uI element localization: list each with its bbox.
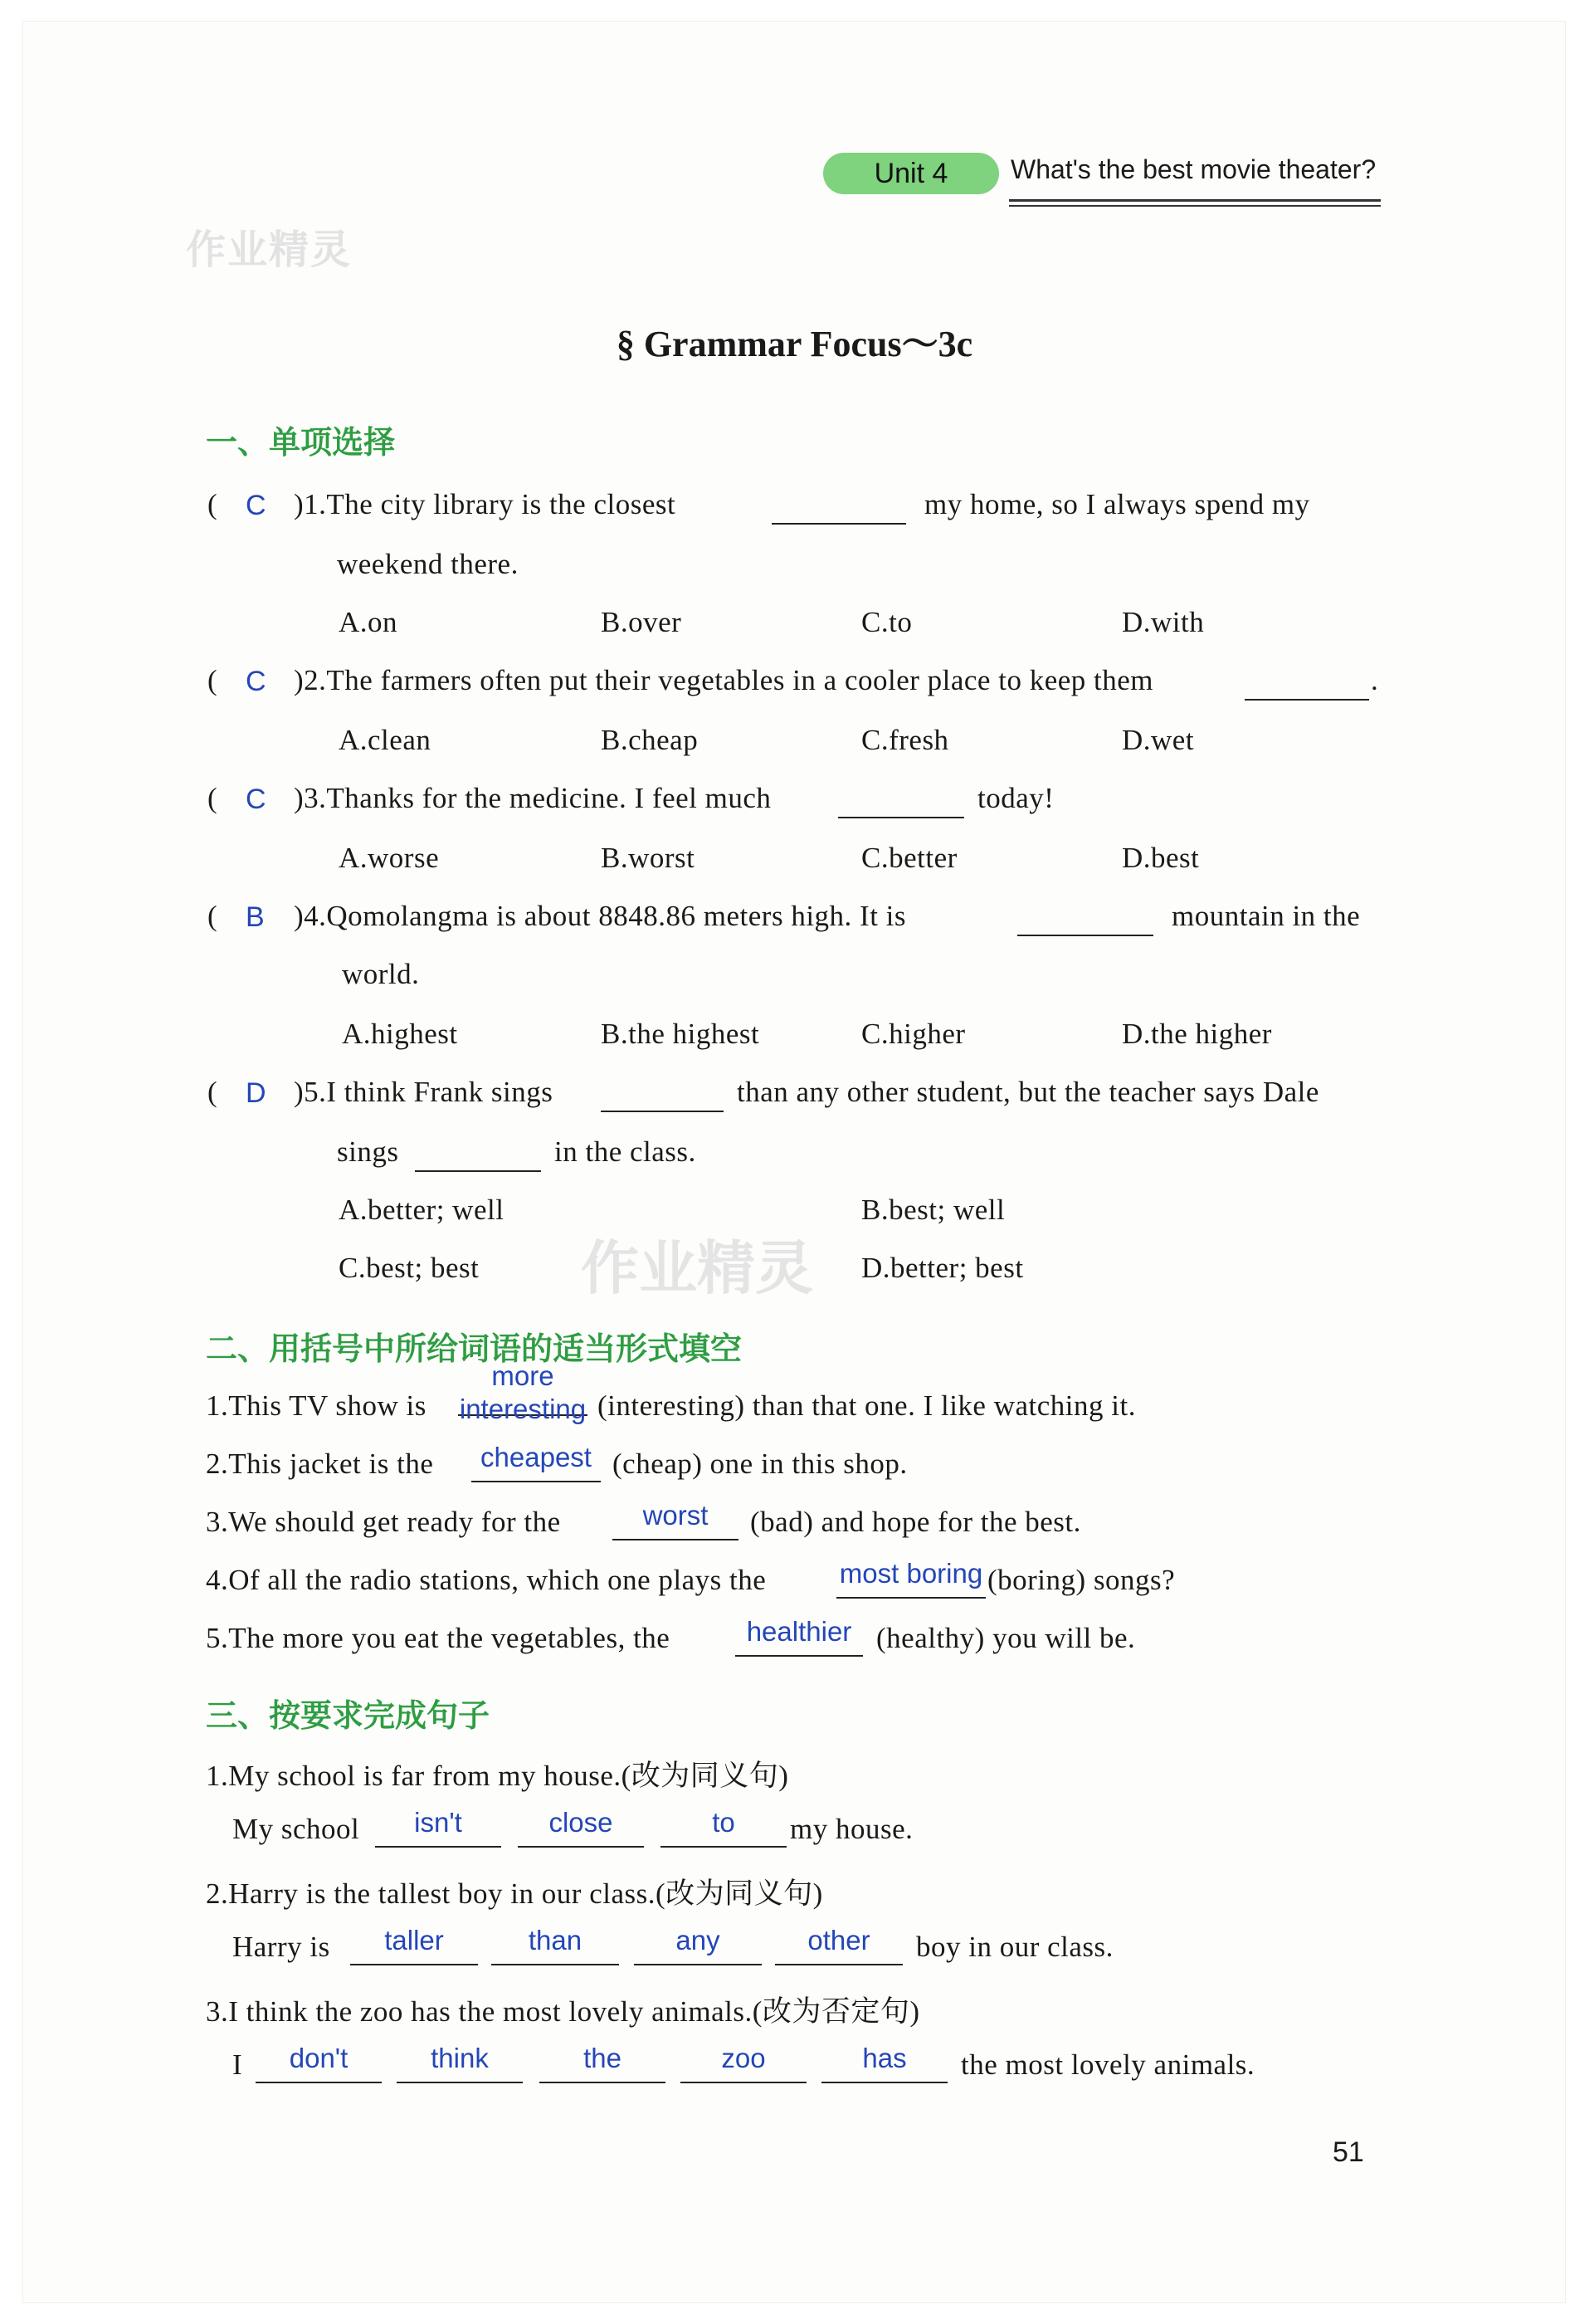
- answer-fill: more interesting: [459, 1360, 587, 1424]
- header-rule-2: [1009, 205, 1381, 207]
- question-text: my house.: [790, 1813, 914, 1845]
- answer-fill: to: [660, 1806, 787, 1848]
- question-text: )1.The city library is the closest: [294, 488, 676, 520]
- page-number: 51: [1333, 2136, 1364, 2168]
- question-text: (healthy) you will be.: [876, 1622, 1136, 1654]
- question-text: 5.The more you eat the vegetables, the: [206, 1622, 670, 1654]
- unit-title: What's the best movie theater?: [1011, 154, 1377, 184]
- answer-fill: than: [491, 1924, 619, 1965]
- option-a: A.on: [339, 606, 398, 638]
- answer-fill: close: [518, 1806, 644, 1848]
- answer-fill: has: [821, 2042, 948, 2083]
- question-text: 2.Harry is the tallest boy in our class.(改为同义句): [206, 1877, 823, 1910]
- question-text: today!: [977, 782, 1055, 814]
- answer-fill: worst: [612, 1499, 738, 1540]
- option-c: C.best; best: [339, 1252, 480, 1284]
- question-text: (boring) songs?: [987, 1564, 1176, 1596]
- option-c: C.fresh: [861, 724, 949, 756]
- option-b: B.over: [601, 606, 682, 638]
- question-text: the most lovely animals.: [961, 2048, 1255, 2081]
- answer-blank: [415, 1135, 541, 1172]
- option-d: D.wet: [1122, 724, 1195, 756]
- answer-fill: any: [634, 1924, 762, 1965]
- question-text: (cheap) one in this shop.: [612, 1448, 908, 1480]
- question-text: Harry is: [232, 1931, 330, 1963]
- question-text: my home, so I always spend my: [924, 488, 1310, 520]
- option-c: C.higher: [861, 1018, 966, 1050]
- question-text: I: [232, 2048, 243, 2081]
- answer-1: C: [246, 490, 266, 521]
- option-c: C.to: [861, 606, 913, 638]
- answer-2: C: [246, 666, 266, 697]
- answer-4: B: [246, 901, 265, 933]
- question-text: 4.Of all the radio stations, which one plays the: [206, 1564, 767, 1596]
- answer-fill: cheapest: [471, 1441, 601, 1482]
- question-text: )3.Thanks for the medicine. I feel much: [294, 782, 772, 814]
- answer-blank: [772, 488, 906, 525]
- option-b: B.the highest: [601, 1018, 760, 1050]
- answer-fill: most boring: [836, 1557, 986, 1599]
- question-text: boy in our class.: [916, 1931, 1114, 1963]
- answer-fill: zoo: [680, 2042, 807, 2083]
- question-text: in the class.: [554, 1135, 696, 1168]
- paren-open: (: [207, 488, 217, 520]
- question-text: )5.I think Frank sings: [294, 1076, 553, 1108]
- section-heading-2: 二、用括号中所给词语的适当形式填空: [206, 1332, 743, 1367]
- answer-blank: [838, 782, 964, 818]
- option-b: B.cheap: [601, 724, 699, 756]
- answer-fill: think: [397, 2042, 523, 2083]
- option-a: A.highest: [342, 1018, 458, 1050]
- section-heading-1: 一、单项选择: [206, 426, 396, 461]
- question-text: .: [1371, 664, 1379, 696]
- option-a: A.clean: [339, 724, 431, 756]
- section-heading-3: 三、按要求完成句子: [206, 1699, 490, 1734]
- option-d: D.better; best: [861, 1252, 1024, 1284]
- answer-fill: the: [539, 2042, 665, 2083]
- option-a: A.worse: [339, 842, 440, 874]
- question-text: sings: [337, 1135, 399, 1168]
- answer-blank: [601, 1076, 724, 1112]
- answer-fill: healthier: [735, 1615, 863, 1657]
- paren-open: (: [207, 1076, 217, 1108]
- option-c: C.better: [861, 842, 958, 874]
- question-text: mountain in the: [1172, 900, 1361, 932]
- paren-open: (: [207, 782, 217, 814]
- page-title: § Grammar Focus～3c: [616, 324, 973, 364]
- question-text: 2.This jacket is the: [206, 1448, 434, 1480]
- question-text: 1.This TV show is: [206, 1389, 426, 1422]
- answer-fill: other: [775, 1924, 903, 1965]
- option-b: B.worst: [601, 842, 695, 874]
- watermark: 作业精灵: [581, 1236, 813, 1301]
- question-text: )2.The farmers often put their vegetables in a cooler place to keep them: [294, 664, 1153, 696]
- question-text: 3.I think the zoo has the most lovely animals.(改为否定句): [206, 1995, 920, 2028]
- answer-fill: taller: [350, 1924, 478, 1965]
- answer-fill: don't: [256, 2042, 382, 2083]
- answer-blank: [1017, 900, 1153, 936]
- answer-3: C: [246, 784, 266, 815]
- question-text: My school: [232, 1813, 360, 1845]
- option-a: A.better; well: [339, 1194, 504, 1226]
- answer-fill: isn't: [375, 1806, 501, 1848]
- answer-5: D: [246, 1077, 266, 1109]
- option-b: B.best; well: [861, 1194, 1006, 1226]
- question-text: world.: [342, 958, 420, 990]
- option-d: D.best: [1122, 842, 1200, 874]
- paren-open: (: [207, 900, 217, 932]
- header-rule: [1009, 199, 1381, 202]
- question-text: than any other student, but the teacher says Dale: [737, 1076, 1319, 1108]
- answer-blank: [1245, 664, 1369, 701]
- logo: 作业精灵: [186, 228, 353, 272]
- question-text: 1.My school is far from my house.(改为同义句): [206, 1760, 789, 1792]
- question-text: 3.We should get ready for the: [206, 1506, 561, 1538]
- option-d: D.with: [1122, 606, 1205, 638]
- unit-badge: Unit 4: [823, 153, 999, 194]
- question-text: (bad) and hope for the best.: [750, 1506, 1081, 1538]
- question-text: )4.Qomolangma is about 8848.86 meters high. It is: [294, 900, 907, 932]
- question-text: (interesting) than that one. I like watching it.: [597, 1389, 1136, 1422]
- question-text: weekend there.: [337, 548, 519, 580]
- paren-open: (: [207, 664, 217, 696]
- option-d: D.the higher: [1122, 1018, 1272, 1050]
